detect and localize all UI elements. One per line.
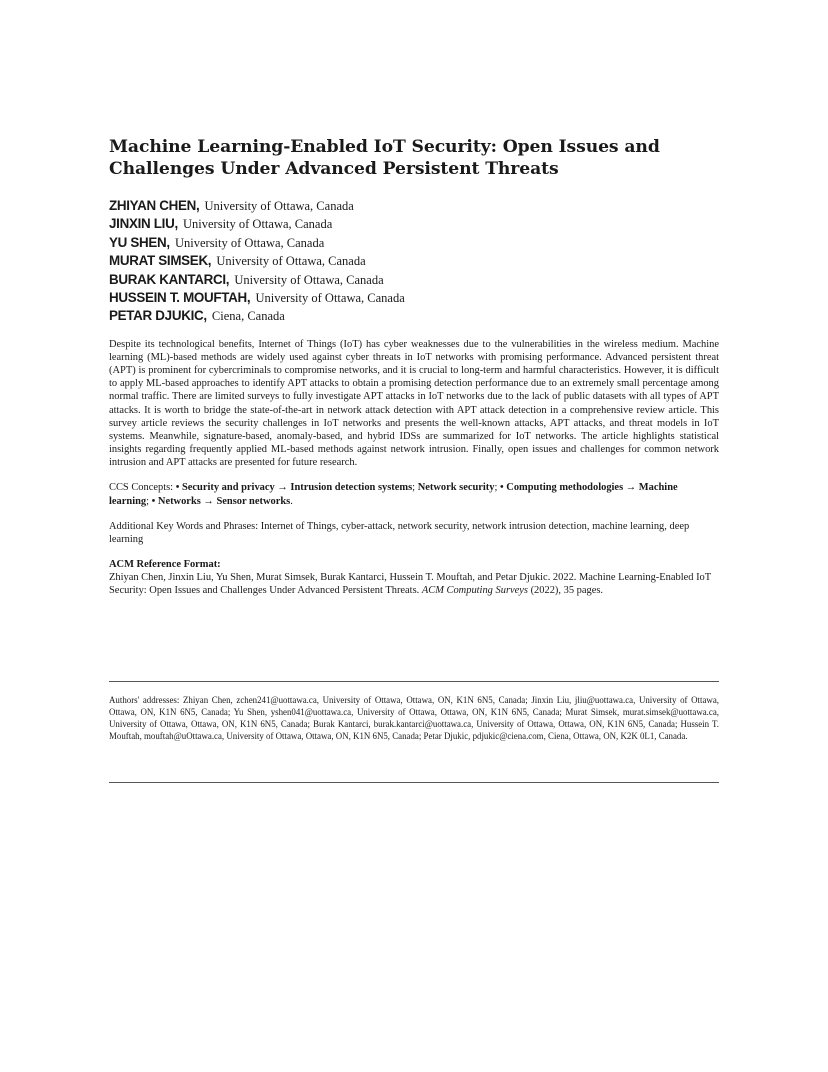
reference-venue: ACM Computing Surveys [421, 585, 528, 597]
author-entry [109, 215, 719, 233]
author-affiliation: University of Ottawa, Canada [216, 254, 366, 269]
paper-body [109, 136, 719, 597]
ccs-concept: Network security [417, 482, 495, 494]
reference-heading: ACM Reference Format: [109, 559, 221, 571]
footnote-bottom-rule [109, 782, 719, 783]
paper-title: Machine Learning-Enabled IoT Security: Open Issues and Challenges Under Advanced Persistent Threats [109, 137, 660, 179]
author-name: MURAT SIMSEK, [109, 253, 212, 269]
author-name: HUSSEIN T. MOUFTAH, [109, 290, 251, 306]
author-list [109, 197, 719, 326]
reference-text: Zhiyan Chen, Jinxin Liu, Yu Shen, Murat Simsek, Burak Kantarci, Hussein T. Mouftah, and Petar Djukic. 2022. Machine Learning-Enabled IoT Security: Open Issues and Challenges Under Advanced Persistent Threats. [109, 572, 711, 597]
ccs-separator: ; [412, 482, 418, 494]
author-name: BURAK KANTARCI, [109, 271, 230, 287]
author-affiliation: Ciena, Canada [211, 309, 285, 324]
reference-format [109, 571, 719, 597]
author-entry [109, 307, 719, 325]
author-name: JINXIN LIU, [109, 216, 178, 232]
author-affiliation: University of Ottawa, Canada [183, 217, 333, 232]
author-entry [109, 197, 719, 215]
ccs-concepts [109, 481, 719, 507]
author-entry [109, 289, 719, 307]
author-addresses: Authors' addresses: Zhiyan Chen, zchen241@uottawa.ca, University of Ottawa, Ottawa, ON, K1N 6N5, Canada; Jinxin Liu, jliu@uottawa.ca, University of Ottawa, Ottawa, ON, K1N 6N5, Canada; Yu Shen, yshen041@uottawa.ca, University of Ottawa, Ottawa, ON, K1N 6N5, Canada; Murat Simsek, murat.simsek@uottawa.ca, University of Ottawa, Ottawa, ON, K1N 6N5, Canada; Burak Kantarci, burak.kantarci@uottawa.ca, University of Ottawa, Ottawa, ON, K1N 6N5, Canada; Hussein T. Mouftah, mouftah@uOttawa.ca, University of Ottawa, Ottawa, ON, K1N 6N5, Canada; Petar Djukic, pdjukic@ciena.com, Ciena, Ottawa, ON, K2K 0L1, Canada. [109, 694, 719, 742]
abstract: Despite its technological benefits, Internet of Things (IoT) has cyber weaknesses due to the vulnerabilities in the wireless medium. Machine learning (ML)-based methods are widely used against cyber threats in IoT networks with promising performance. Advanced persistent threat (APT) is prominent for cybercriminals to compromise networks, and it is crucial to long-term and harmful characteristics. However, it is difficult to apply ML-based approaches to identify APT attacks to obtain a promising detection performance due to an extremely small percentage among normal traffic. There are limited surveys to fully investigate APT attacks in IoT networks due to the lack of public datasets with all types of APT attacks. It is worth to bridge the state-of-the-art in network attack detection with APT attack detection in a comprehensive review article. This survey article reviews the security challenges in IoT networks and presents the well-known attacks, APT attacks, and threat models in IoT systems. Meanwhile, signature-based, anomaly-based, and hybrid IDSs are summarized for IoT networks. The article highlights statistical insights regarding frequently applied ML-based methods against network intrusion. Finally, open issues and challenges for common network intrusion and APT attacks are presented for future research. [109, 338, 719, 469]
ccs-prefix: CCS Concepts: [109, 482, 176, 494]
author-entry [109, 271, 719, 289]
ccs-separator: ; [494, 482, 501, 494]
author-affiliation: University of Ottawa, Canada [174, 235, 325, 250]
reference-text-end: (2022), 35 pages. [527, 585, 604, 597]
author-name: ZHIYAN CHEN, [109, 198, 200, 213]
ccs-end: . [290, 495, 293, 507]
footnote-divider [109, 681, 719, 682]
author-entry [109, 252, 719, 270]
ccs-concept: • Computing methodologies → Machine learning [109, 482, 678, 507]
author-name: PETAR DJUKIC, [109, 308, 207, 324]
ccs-separator: ; [146, 495, 152, 507]
author-affiliation: University of Ottawa, Canada [204, 199, 354, 213]
author-entry [109, 234, 719, 252]
author-affiliation: University of Ottawa, Canada [234, 272, 384, 287]
keywords: Additional Key Words and Phrases: Internet of Things, cyber-attack, network security, network intrusion detection, machine learning, deep learning [109, 520, 690, 545]
author-affiliation: University of Ottawa, Canada [255, 291, 405, 306]
ccs-concept: • Networks → Sensor networks [151, 495, 291, 507]
author-name: YU SHEN, [109, 234, 170, 250]
ccs-concept: • Security and privacy → Intrusion detection systems [175, 482, 413, 494]
